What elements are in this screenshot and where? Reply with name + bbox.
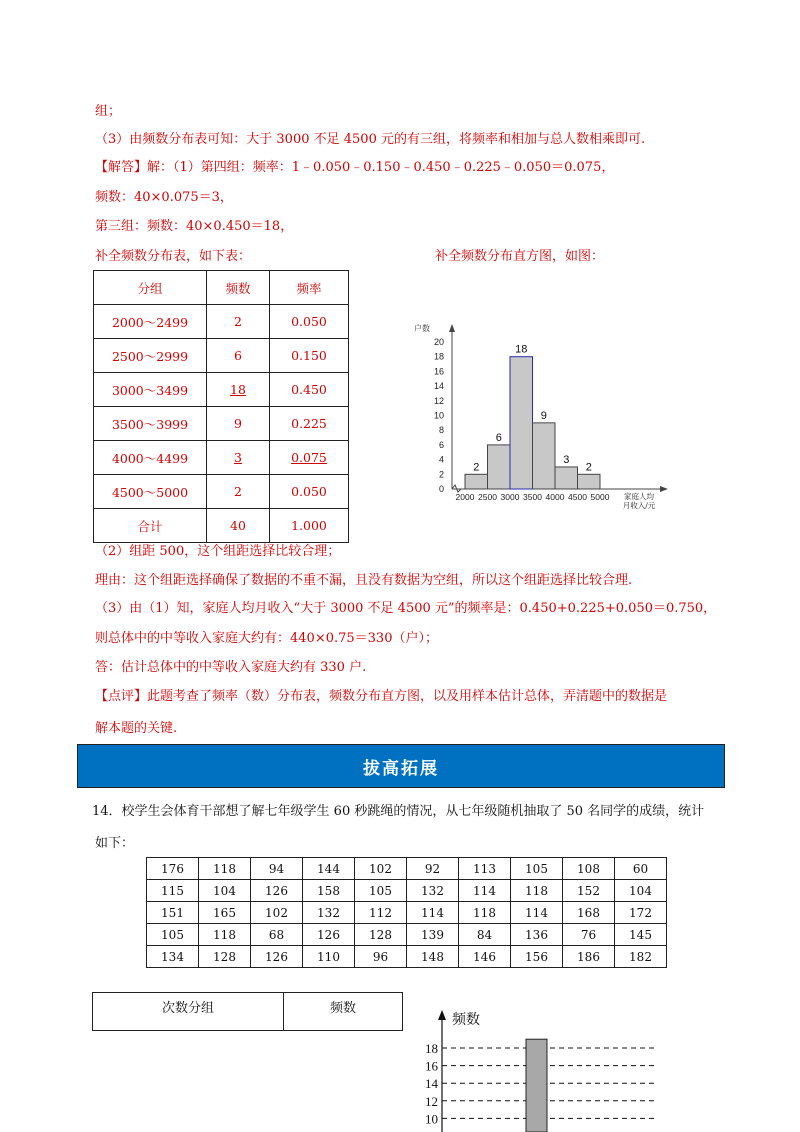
y-tick-label: 10: [433, 410, 444, 421]
score-cell: 126: [251, 946, 303, 968]
histogram-bar: [555, 467, 578, 489]
y-tick-label: 14: [425, 1076, 438, 1092]
freq-cell: 0.050: [270, 305, 349, 339]
frequency-table: [93, 270, 349, 543]
bar-value-label: 2: [473, 461, 480, 474]
problem-line-2: 如下：: [95, 836, 135, 851]
problem-line-1: 14．校学生会体育干部想了解七年级学生 60 秒跳绳的情况，从七年级随机抽取了 50 名同学的成绩，统计: [92, 804, 705, 819]
score-cell: 182: [615, 946, 667, 968]
freq-cell: 2000～2499: [94, 305, 207, 339]
score-cell: 176: [147, 858, 199, 880]
score-cell: 146: [459, 946, 511, 968]
line-7: （2）组距 500，这个组距选择比较合理；: [95, 544, 341, 559]
y-tick-label: 18: [425, 1041, 438, 1056]
histogram-bar: [533, 423, 556, 489]
freq-cell: 2: [207, 305, 270, 339]
line-12: 【点评】此题考查了频率（数）分布表，频数分布直方图，以及用样本估计总体，弄清题中的数据是: [95, 689, 668, 704]
y-tick-label: 6: [438, 439, 444, 450]
freq-cell: 0.050: [270, 475, 349, 509]
score-cell: 168: [563, 902, 615, 924]
freq-cell: 0.225: [270, 407, 349, 441]
x-tick-label: 4000: [545, 492, 565, 502]
score-cell: 139: [407, 924, 459, 946]
score-cell: 108: [563, 858, 615, 880]
x-axis-arrow: [660, 486, 668, 492]
score-cell: 152: [563, 880, 615, 902]
line-10: 则总体中的中等收入家庭大约有：440×0.75＝330（户）；: [95, 631, 438, 646]
y-axis-arrow: [449, 324, 455, 332]
freq-header-cell: 频率: [270, 271, 349, 305]
bar-value-label: 3: [563, 453, 570, 466]
freq-row: [94, 305, 349, 339]
score-cell: 132: [303, 902, 355, 924]
freq-header-cell: 频数: [207, 271, 270, 305]
x-tick-label: 4500: [568, 492, 587, 502]
score-cell: 105: [511, 858, 563, 880]
score-cell: 118: [511, 880, 563, 902]
section-banner: 拔高拓展: [77, 744, 725, 788]
score-cell: 128: [355, 924, 407, 946]
freq-row: [94, 339, 349, 373]
score-cell: 114: [459, 880, 511, 902]
score-cell: 113: [459, 858, 511, 880]
y-tick-label: 16: [425, 1058, 438, 1074]
freq-cell: 3000～3499: [94, 373, 207, 407]
bar-value-label: 6: [495, 431, 502, 444]
score-cell: 92: [407, 858, 459, 880]
x-tick-label: 2000: [455, 492, 475, 502]
histogram-bar: [465, 474, 488, 489]
score-cell: 115: [147, 880, 199, 902]
line-3: 【解答】解：（1）第四组：频率：1﹣0.050﹣0.150﹣0.450﹣0.225﹣0.050＝0.075，: [95, 160, 615, 175]
line-6b: 补全频数分布直方图，如图：: [435, 249, 605, 264]
scores-row: [147, 924, 667, 946]
score-cell: 156: [511, 946, 563, 968]
y-tick-label: 0: [438, 484, 444, 494]
y-axis-arrow: [438, 1010, 446, 1020]
freq-cell: 40: [207, 509, 270, 543]
score-cell: 105: [355, 880, 407, 902]
y-tick-label: 20: [433, 337, 444, 347]
freq-cell: 9: [207, 407, 270, 441]
freq-cell: 合计: [94, 509, 207, 543]
histogram-bar: [510, 357, 533, 489]
score-cell: 60: [615, 858, 667, 880]
score-cell: 96: [355, 946, 407, 968]
bar-value-label: 18: [515, 343, 528, 356]
y-tick-label: 12: [433, 395, 444, 406]
score-cell: 118: [459, 902, 511, 924]
freq-cell: 0.075: [270, 441, 349, 475]
x-axis-title-2: 月收入/元: [622, 501, 656, 510]
y-tick-label: 10: [425, 1111, 438, 1127]
freq-header-row: [94, 271, 349, 305]
freq-cell: 4500～5000: [94, 475, 207, 509]
score-cell: 118: [199, 924, 251, 946]
freq-cell: 3: [207, 441, 270, 475]
freq-row: [94, 441, 349, 475]
score-cell: 172: [615, 902, 667, 924]
y-tick-label: 4: [438, 454, 444, 465]
line-9: （3）由（1）知，家庭人均月收入“大于 3000 不足 4500 元”的频率是：0.450+0.225+0.050＝0.750，: [95, 601, 717, 616]
income-histogram: [408, 318, 678, 518]
freq-cell: 0.150: [270, 339, 349, 373]
score-cell: 102: [355, 858, 407, 880]
bar-value-label: 2: [585, 461, 592, 474]
histogram-bar: [526, 1039, 547, 1132]
x-tick-label: 5000: [590, 492, 610, 502]
score-cell: 118: [199, 858, 251, 880]
score-cell: 76: [563, 924, 615, 946]
bar-value-label: 9: [540, 409, 547, 422]
score-cell: 94: [251, 858, 303, 880]
y-tick-label: 8: [438, 425, 444, 436]
score-cell: 165: [199, 902, 251, 924]
group-table: [92, 992, 403, 1031]
line-5: 第三组：频数：40×0.450＝18，: [95, 219, 294, 234]
score-cell: 126: [303, 924, 355, 946]
freq-row: [94, 407, 349, 441]
group-header-freq: 频数: [284, 993, 403, 1031]
x-axis-title: 家庭人均: [624, 492, 654, 501]
scores-table: [146, 857, 667, 968]
y-tick-label: 2: [438, 469, 444, 480]
score-cell: 104: [199, 880, 251, 902]
score-cell: 148: [407, 946, 459, 968]
histogram-bar: [578, 474, 601, 489]
score-cell: 102: [251, 902, 303, 924]
score-cell: 144: [303, 858, 355, 880]
score-cell: 104: [615, 880, 667, 902]
freq-cell: 0.450: [270, 373, 349, 407]
x-tick-label: 3500: [523, 492, 542, 502]
y-tick-label: 12: [425, 1093, 438, 1109]
line-1: 组；: [95, 104, 122, 119]
freq-cell: 2500～2999: [94, 339, 207, 373]
score-cell: 110: [303, 946, 355, 968]
x-tick-label: 2500: [478, 492, 497, 502]
freq-cell: 4000～4499: [94, 441, 207, 475]
score-cell: 134: [147, 946, 199, 968]
line-4: 频数：40×0.075＝3，: [95, 190, 233, 205]
line-8: 理由：这个组距选择确保了数据的不重不漏，且没有数据为空组，所以这个组距选择比较合理.: [95, 573, 633, 588]
jump-rope-histogram: [410, 1008, 670, 1132]
score-cell: 84: [459, 924, 511, 946]
y-axis-title: 户数: [414, 324, 430, 333]
score-cell: 151: [147, 902, 199, 924]
y-tick-label: 18: [433, 351, 444, 362]
histogram-bar: [488, 445, 511, 489]
x-tick-label: 3000: [500, 492, 520, 502]
score-cell: 145: [615, 924, 667, 946]
freq-cell: 1.000: [270, 509, 349, 543]
score-cell: 105: [147, 924, 199, 946]
line-6a: 补全频数分布表，如下表：: [95, 249, 252, 264]
freq-cell: 3500～3999: [94, 407, 207, 441]
scores-row: [147, 902, 667, 924]
y-tick-label: 14: [433, 381, 444, 392]
score-cell: 114: [407, 902, 459, 924]
score-cell: 132: [407, 880, 459, 902]
y-axis-title: 频数: [452, 1012, 480, 1028]
freq-row: [94, 475, 349, 509]
scores-row: [147, 880, 667, 902]
score-cell: 114: [511, 902, 563, 924]
score-cell: 112: [355, 902, 407, 924]
score-cell: 186: [563, 946, 615, 968]
freq-cell: 18: [207, 373, 270, 407]
score-cell: 128: [199, 946, 251, 968]
line-2: （3）由频数分布表可知：大于 3000 不足 4500 元的有三组，将频率和相加与总人数相乘即可.: [95, 132, 646, 147]
scores-row: [147, 946, 667, 968]
score-cell: 158: [303, 880, 355, 902]
freq-row: [94, 509, 349, 543]
freq-cell: 2: [207, 475, 270, 509]
freq-row: [94, 373, 349, 407]
score-cell: 136: [511, 924, 563, 946]
freq-cell: 6: [207, 339, 270, 373]
score-cell: 126: [251, 880, 303, 902]
line-11: 答：估计总体中的中等收入家庭大约有 330 户.: [95, 660, 367, 675]
freq-header-cell: 分组: [94, 271, 207, 305]
score-cell: 68: [251, 924, 303, 946]
y-tick-label: 16: [433, 366, 444, 377]
line-13: 解本题的关键.: [95, 721, 178, 736]
scores-row: [147, 858, 667, 880]
group-header-range: 次数分组: [93, 993, 284, 1031]
